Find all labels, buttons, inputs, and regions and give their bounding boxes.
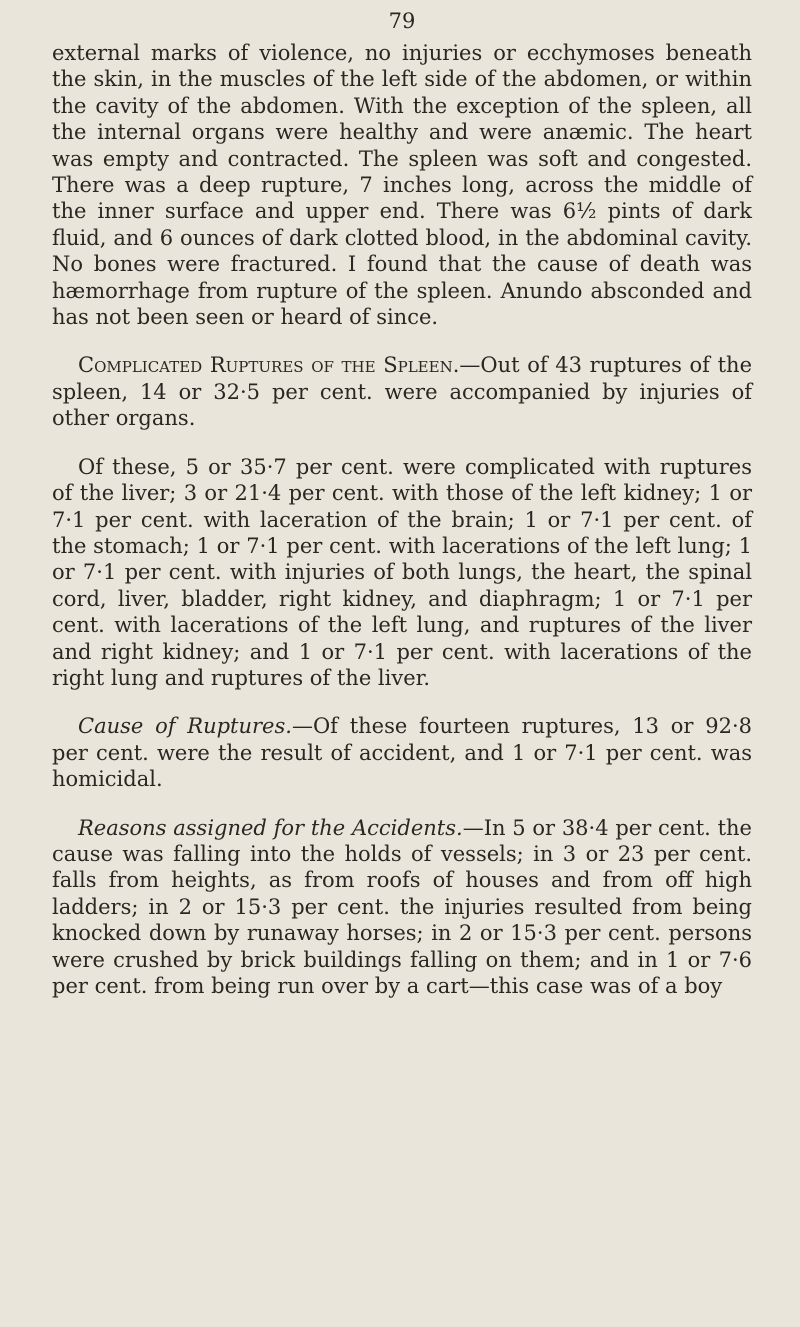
- section-heading-cause-of-ruptures: Cause of Ruptures.: [78, 714, 292, 739]
- paragraph-text: Of these, 5 or 35·7 per cent. were complicated with ruptures of the liver; 3 or 21·4 per cent. with those of the left kidney; 1 or 7·1 per cent. with laceration of the brain; 1 or 7·1 per cent. of the stomach; 1 or 7·1 per cent. with lacerations of the left lung; 1 or 7·1 per cent. with injuries of both lungs, the heart, the spinal cord, liver, bladder, right kidney, and diaphragm; 1 or 7·1 per cent. with lacerations of the left lung, and ruptures of the liver and right kidney; and 1 or 7·1 per cent. with lacerations of the right lung and ruptures of the liver.: [52, 454, 752, 690]
- section-heading-reasons-for-accidents: Reasons assigned for the Accidents.: [78, 815, 463, 840]
- paragraph-autopsy-findings: [52, 40, 752, 330]
- paragraph-text: —In 5 or 38·4 per cent. the cause was falling into the holds of vessels; in 3 or 23 per cent. falls from heights, as from roofs of houses and from off high ladders; in 2 or 15·3 per cent. the injuries resulted from being knocked down by runaway horses; in 2 or 15·3 per cent. persons were crushed by brick buildings falling on them; and in 1 or 7·6 per cent. from being run over by a cart—this case was of a boy: [52, 815, 752, 998]
- page-number: 79: [388, 9, 416, 33]
- paragraph-text: —Out of 43 ruptures of the spleen, 14 or 32·5 per cent. were accompanied by injuries of other organs.: [52, 353, 753, 431]
- paragraph-cause-of-ruptures: [52, 713, 752, 792]
- paragraph-complications-list: [52, 454, 752, 692]
- paragraph-text: external marks of violence, no injuries or ecchymoses beneath the skin, in the muscles of the left side of the abdomen, or within the cavity of the abdomen. With the exception of the spleen, all the internal organs were healthy and were anæmic. The heart was empty and contracted. The spleen was soft and congested. There was a deep rupture, 7 inches long, across the middle of the inner surface and upper end. There was 6½ pints of dark fluid, and 6 ounces of dark clotted blood, in the abdominal cavity. No bones were fractured. I found that the cause of death was hæmorrhage from rupture of the spleen. Anundo absconded and has not been seen or heard of since.: [52, 41, 752, 330]
- paragraph-text: —Of these fourteen ruptures, 13 or 92·8 per cent. were the result of accident, and 1 or 7·1 per cent. was homicidal.: [52, 714, 752, 792]
- paragraph-complicated-ruptures: [52, 352, 752, 431]
- section-heading-complicated-ruptures: Complicated Ruptures of the Spleen.: [78, 353, 460, 378]
- paragraph-reasons-for-accidents: [52, 815, 752, 1000]
